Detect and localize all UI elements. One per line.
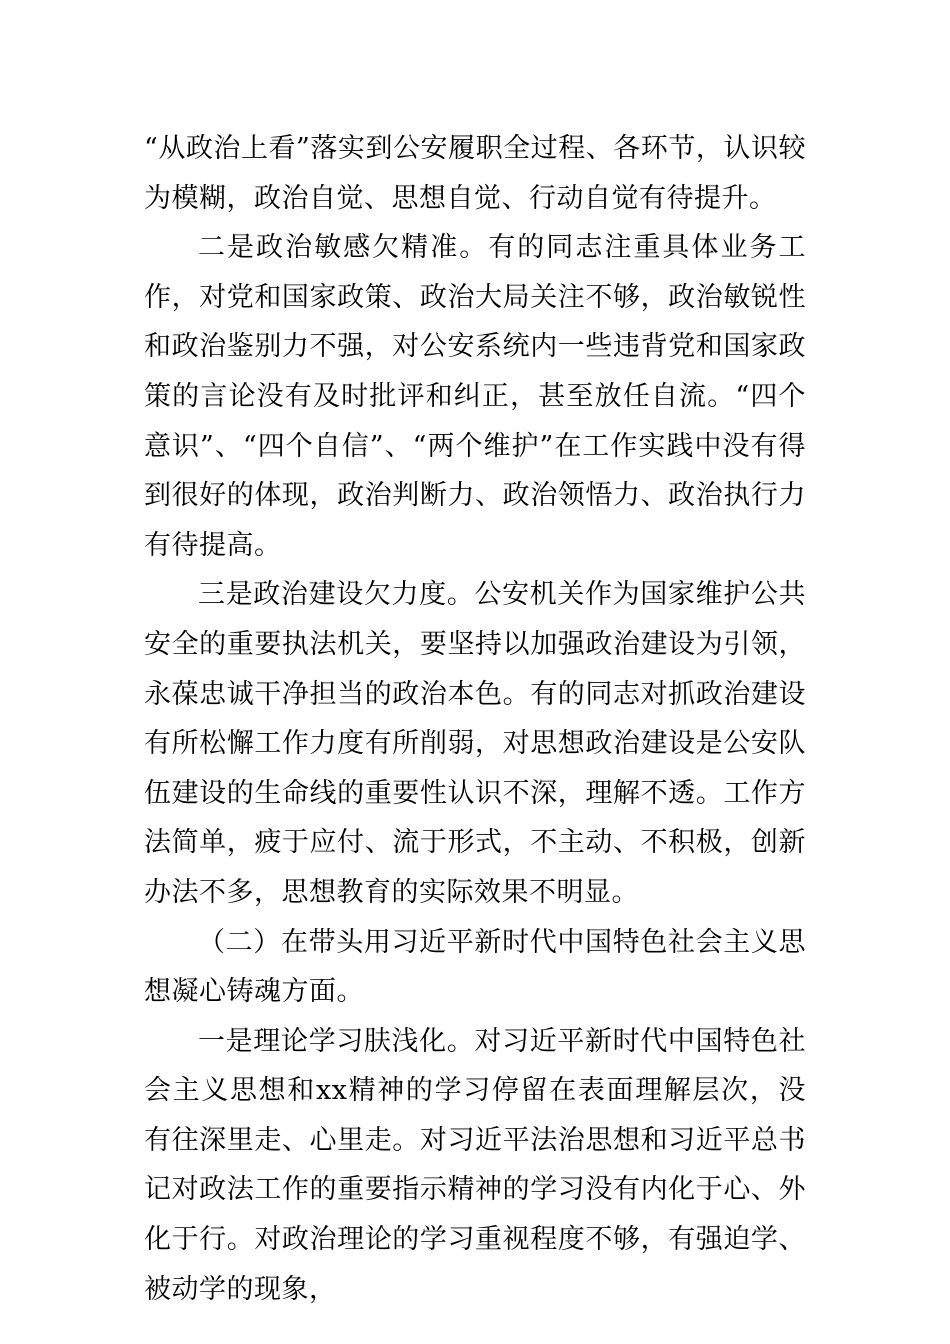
paragraph-political-construction: 三是政治建设欠力度。公安机关作为国家维护公共安全的重要执法机关，要坚持以加强政治建设为引领，永葆忠诚干净担当的政治本色。有的同志对抓政治建设有所松懈工作力度有所削弱，对思想政治建设是公安队伍建设的生命线的重要性认识不深，理解不透。工作方法简单，疲于应付、流于形式，不主动、不积极，创新办法不多，思想教育的实际效果不明显。 (144, 579, 806, 908)
paragraph-political-sensitivity: 二是政治敏感欠精准。有的同志注重具体业务工作，对党和国家政策、政治大局关注不够，政治敏锐性和政治鉴别力不强，对公安系统内一些违背党和国家政策的言论没有及时批评和纠正，甚至放任自流。“四个意识”、“四个自信”、“两个维护”在工作实践中没有得到很好的体现，政治判断力、政治领悟力、政治执行力有待提高。 (144, 232, 806, 561)
section-heading-two: （二）在带头用习近平新时代中国特色社会主义思想凝心铸魂方面。 (144, 926, 806, 1008)
document-body (144, 124, 806, 1314)
paragraph-theory-study: 一是理论学习肤浅化。对习近平新时代中国特色社会主义思想和xx精神的学习停留在表面理解层次，没有往深里走、心里走。对习近平法治思想和习近平总书记对政法工作的重要指示精神的学习没有内化于心、外化于行。对政治理论的学习重视程度不够，有强迫学、被动学的现象， (144, 1025, 806, 1305)
paragraph-continuation: “从政治上看”落实到公安履职全过程、各环节，认识较为模糊，政治自觉、思想自觉、行动自觉有待提升。 (144, 133, 806, 214)
